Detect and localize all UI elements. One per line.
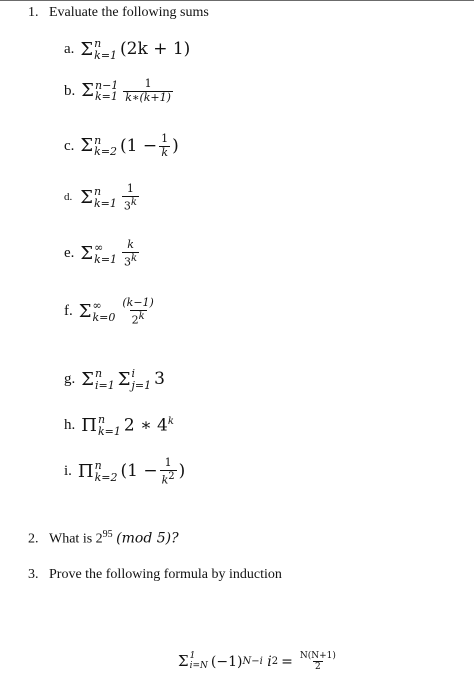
fraction xyxy=(159,133,170,159)
upper-limit: n xyxy=(94,37,102,50)
question-3-number: 3. xyxy=(28,567,39,582)
lower-limit: i=1 xyxy=(94,378,115,392)
fraction xyxy=(123,78,173,104)
product-symbol: Π xyxy=(81,414,97,436)
item-label: d. xyxy=(64,191,73,204)
upper-limit: ∞ xyxy=(94,241,104,255)
question-2-mod: (mod 5)? xyxy=(116,530,179,547)
factor-open: (1 − xyxy=(120,461,158,482)
question-1-heading xyxy=(28,6,209,20)
sign-term: (−1) xyxy=(210,653,243,670)
item-label: g. xyxy=(64,371,76,388)
sigma-symbol: Σ xyxy=(80,135,94,157)
item-label: a. xyxy=(64,41,75,58)
sigma-symbol: Σ xyxy=(117,368,131,390)
lower-limit: k=1 xyxy=(94,252,118,266)
sum-item-e xyxy=(64,239,141,269)
item-label: c. xyxy=(64,137,75,154)
upper-limit: 1 xyxy=(189,651,196,662)
induction-formula xyxy=(178,651,340,673)
upper-limit: n−1 xyxy=(94,78,119,92)
numerator: 1 xyxy=(161,132,169,145)
upper-limit: ∞ xyxy=(92,299,102,313)
fraction xyxy=(160,457,177,487)
question-1-prompt: Evaluate the following sums xyxy=(49,5,209,20)
question-3 xyxy=(28,568,282,582)
fraction xyxy=(122,239,139,269)
denominator: 2$^k$ xyxy=(131,310,145,327)
variable-exponent: 2 xyxy=(271,655,279,667)
sigma-symbol: Σ xyxy=(78,300,92,322)
sigma-symbol: Σ xyxy=(81,80,94,102)
item-label: i. xyxy=(64,463,72,480)
upper-limit: n xyxy=(94,459,102,473)
product-symbol: Π xyxy=(77,460,94,482)
lower-limit: k=2 xyxy=(94,145,118,159)
denominator: 3$^k$ xyxy=(124,252,138,269)
upper-limit: n xyxy=(93,185,102,199)
question-1-number: 1. xyxy=(28,5,39,20)
factor: 2 ∗ 4$^k$ xyxy=(123,415,174,436)
question-2-number: 2. xyxy=(28,531,39,547)
denominator: k∗(k+1) xyxy=(125,90,171,104)
lower-limit: k=1 xyxy=(97,424,121,438)
upper-limit: i xyxy=(131,367,135,380)
summand: (2k + 1) xyxy=(120,39,191,60)
denominator: k xyxy=(161,145,168,159)
sigma-symbol: Σ xyxy=(178,652,189,671)
lower-limit: k=1 xyxy=(94,90,118,104)
fraction xyxy=(298,651,338,673)
denominator: 3$^k$ xyxy=(123,196,137,213)
product-item-i xyxy=(64,457,185,487)
upper-limit: n xyxy=(94,367,103,380)
sum-item-f xyxy=(64,297,158,327)
product-item-h xyxy=(64,414,174,437)
sigma-symbol: Σ xyxy=(80,186,93,208)
sum-item-a xyxy=(64,38,190,61)
question-2-text: What is 2 xyxy=(49,531,103,547)
item-label: b. xyxy=(64,82,76,99)
denominator: 2 xyxy=(315,662,321,673)
numerator: 1 xyxy=(144,77,152,90)
upper-limit: n xyxy=(94,133,102,147)
lower-limit: i=N xyxy=(189,660,208,671)
sign-exponent: N−i xyxy=(242,655,263,667)
lower-limit: k=2 xyxy=(94,470,118,484)
question-2-exponent: 95 xyxy=(102,529,113,540)
numerator: N(N+1) xyxy=(299,651,336,661)
sum-item-c xyxy=(64,133,179,159)
denominator: $k^2$ xyxy=(161,470,175,487)
upper-limit: n xyxy=(97,413,106,426)
sigma-symbol: Σ xyxy=(81,368,94,390)
fraction xyxy=(120,297,155,327)
sum-item-g xyxy=(64,368,165,391)
summand-open: (1 − xyxy=(120,135,158,156)
item-label: f. xyxy=(64,303,73,320)
lower-limit: k=1 xyxy=(93,196,117,210)
numerator: 1 xyxy=(164,456,172,469)
lower-limit: k=1 xyxy=(94,48,118,62)
equals-sign: = xyxy=(281,653,293,670)
fraction xyxy=(122,183,139,213)
item-label: e. xyxy=(64,245,75,262)
sum-item-d xyxy=(64,183,141,213)
sum-item-b xyxy=(64,78,175,104)
lower-limit: k=0 xyxy=(92,310,116,324)
sigma-symbol: Σ xyxy=(80,38,94,60)
question-2 xyxy=(28,530,179,547)
variable: i xyxy=(267,653,272,670)
numerator: (k−1) xyxy=(122,296,154,309)
numerator: k xyxy=(127,238,134,251)
top-rule xyxy=(0,0,474,1)
item-label: h. xyxy=(64,417,76,434)
question-3-text: Prove the following formula by induction xyxy=(49,567,282,582)
lower-limit: j=1 xyxy=(131,378,152,392)
sigma-symbol: Σ xyxy=(80,242,94,264)
summand: 3 xyxy=(154,369,165,390)
summand-close: ) xyxy=(172,135,179,156)
factor-close: ) xyxy=(178,461,186,482)
numerator: 1 xyxy=(126,182,134,195)
